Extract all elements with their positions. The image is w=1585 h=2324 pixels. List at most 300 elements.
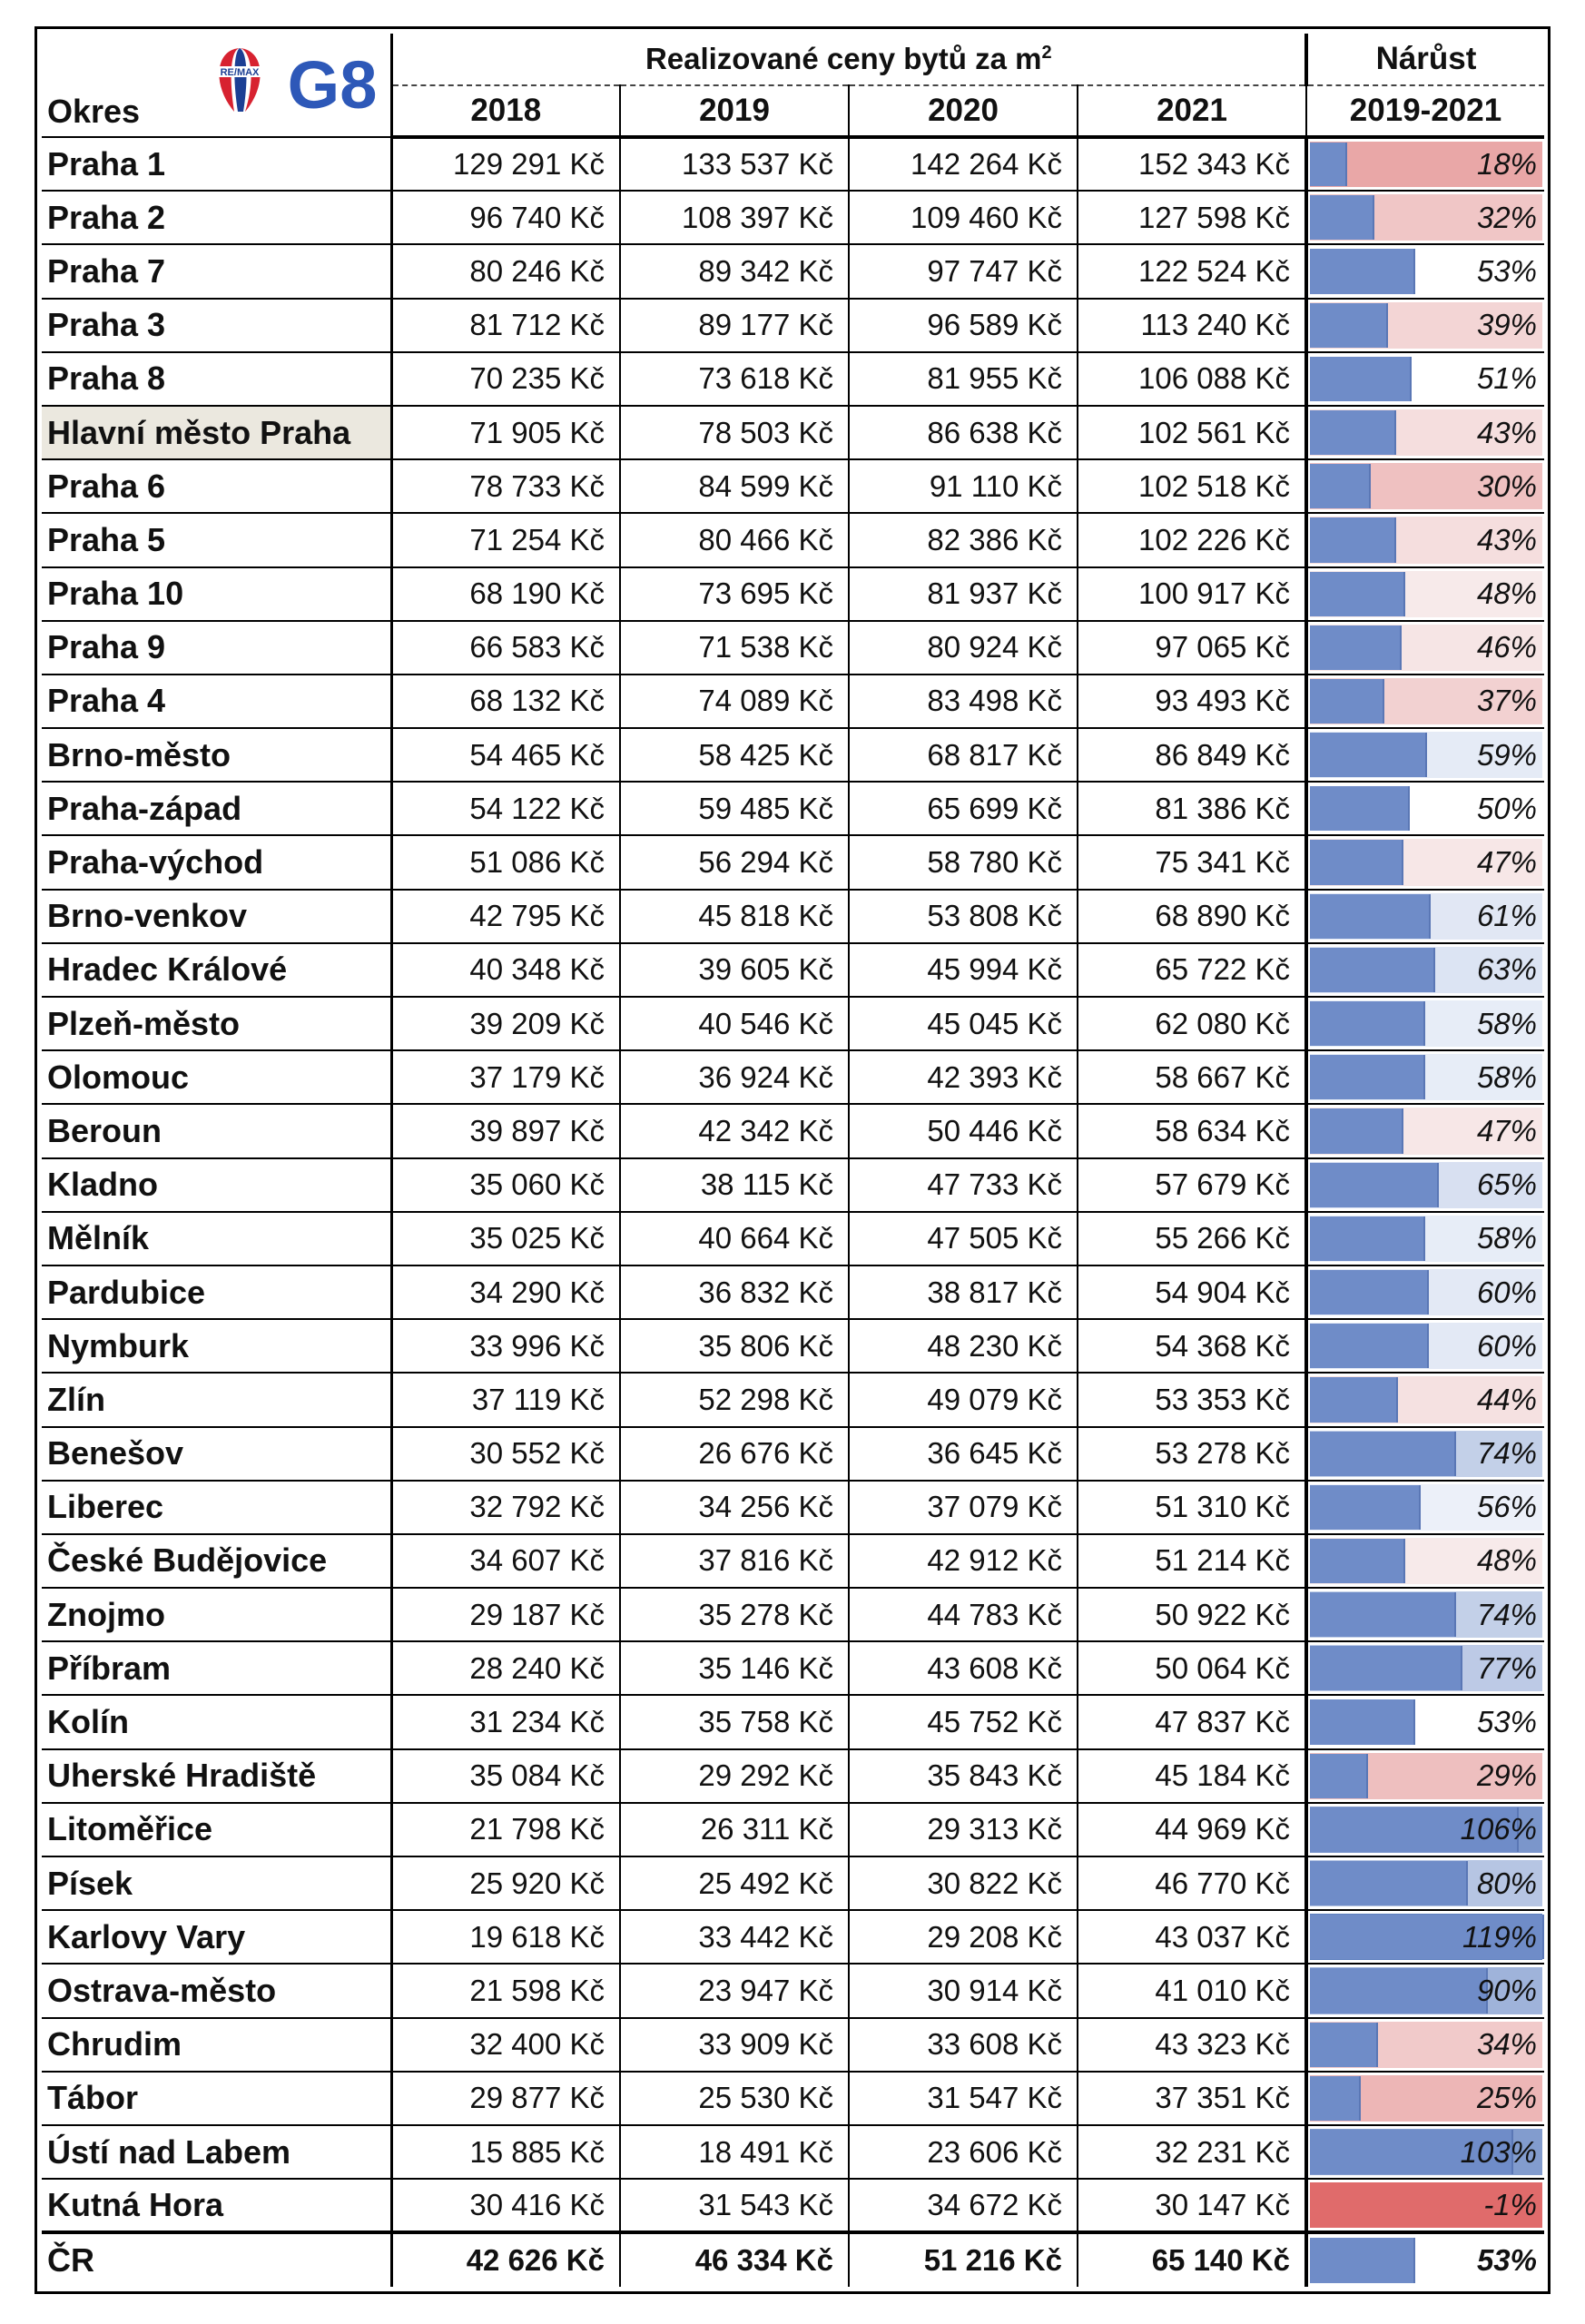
- price-2020-cell: 42 912 Kč: [849, 1534, 1078, 1588]
- price-2020-cell: 29 313 Kč: [849, 1803, 1078, 1856]
- growth-cell: [1306, 1803, 1544, 1856]
- price-2021-cell: 44 969 Kč: [1078, 1803, 1306, 1856]
- okres-cell: Kladno: [42, 1158, 391, 1212]
- growth-value: 58%: [1476, 1006, 1537, 1040]
- price-2019-cell: 35 806 Kč: [620, 1319, 849, 1373]
- price-2018-cell: 39 209 Kč: [391, 997, 620, 1050]
- table-row: [42, 1319, 1544, 1373]
- table-row: [42, 2125, 1544, 2179]
- okres-cell: Praha 4: [42, 675, 391, 728]
- growth-cell: [1306, 299, 1544, 352]
- price-2021-cell: 86 849 Kč: [1078, 728, 1306, 782]
- growth-value: 37%: [1476, 684, 1537, 718]
- price-2018-cell: 68 190 Kč: [391, 567, 620, 621]
- growth-bar: [1310, 948, 1435, 992]
- price-2018-cell: 25 920 Kč: [391, 1856, 620, 1910]
- price-2021-cell: 93 493 Kč: [1078, 675, 1306, 728]
- growth-bar: [1310, 1485, 1421, 1530]
- price-2018-cell: 54 122 Kč: [391, 782, 620, 835]
- growth-bar: [1310, 357, 1412, 401]
- price-2021-cell: 106 088 Kč: [1078, 352, 1306, 406]
- price-2018-cell: 42 626 Kč: [391, 2232, 620, 2286]
- table-row: [42, 1964, 1544, 2017]
- price-2021-cell: 97 065 Kč: [1078, 621, 1306, 675]
- price-2020-cell: 142 264 Kč: [849, 137, 1078, 191]
- price-2018-cell: 21 798 Kč: [391, 1803, 620, 1856]
- table-row: [42, 1158, 1544, 1212]
- growth-value: 61%: [1476, 899, 1537, 933]
- price-2021-cell: 57 679 Kč: [1078, 1158, 1306, 1212]
- growth-bar: [1310, 1646, 1462, 1690]
- growth-bar: [1310, 572, 1405, 616]
- price-2021-cell: 37 351 Kč: [1078, 2072, 1306, 2125]
- price-2021-cell: 41 010 Kč: [1078, 1964, 1306, 2017]
- growth-value: 58%: [1476, 1059, 1537, 1094]
- growth-bar: [1310, 1592, 1456, 1637]
- price-2019-cell: 35 758 Kč: [620, 1695, 849, 1748]
- price-2021-cell: 122 524 Kč: [1078, 244, 1306, 298]
- growth-value: 50%: [1476, 791, 1537, 825]
- okres-cell: Ústí nad Labem: [42, 2125, 391, 2179]
- price-2018-cell: 96 740 Kč: [391, 191, 620, 244]
- price-2019-cell: 25 530 Kč: [620, 2072, 849, 2125]
- growth-bar: [1310, 1968, 1488, 2013]
- growth-bar: [1310, 1055, 1425, 1099]
- price-2019-cell: 37 816 Kč: [620, 1534, 849, 1588]
- okres-cell: Plzeň-město: [42, 997, 391, 1050]
- growth-value: 32%: [1476, 200, 1537, 234]
- growth-cell: [1306, 1856, 1544, 1910]
- growth-cell: [1306, 1158, 1544, 1212]
- price-2018-cell: 21 598 Kč: [391, 1964, 620, 2017]
- growth-cell: [1306, 1373, 1544, 1426]
- okres-cell: Praha 10: [42, 567, 391, 621]
- price-2019-cell: 26 311 Kč: [620, 1803, 849, 1856]
- growth-cell: [1306, 1964, 1544, 2017]
- price-2021-cell: 32 231 Kč: [1078, 2125, 1306, 2179]
- growth-cell: [1306, 459, 1544, 513]
- price-2020-cell: 38 817 Kč: [849, 1265, 1078, 1319]
- table-row: [42, 728, 1544, 782]
- price-2019-cell: 71 538 Kč: [620, 621, 849, 675]
- table-row: [42, 1427, 1544, 1481]
- price-2020-cell: 49 079 Kč: [849, 1373, 1078, 1426]
- okres-cell: Praha-západ: [42, 782, 391, 835]
- remax-g8-logo: [205, 41, 387, 123]
- price-2020-cell: 34 672 Kč: [849, 2179, 1078, 2232]
- price-2020-cell: 97 747 Kč: [849, 244, 1078, 298]
- okres-cell: Nymburk: [42, 1319, 391, 1373]
- price-2018-cell: 29 877 Kč: [391, 2072, 620, 2125]
- price-2021-cell: 81 386 Kč: [1078, 782, 1306, 835]
- price-2021-cell: 58 667 Kč: [1078, 1050, 1306, 1104]
- table-row: [42, 1534, 1544, 1588]
- table-row: [42, 1212, 1544, 1265]
- table-row: [42, 2072, 1544, 2125]
- okres-cell: Praha 8: [42, 352, 391, 406]
- price-2019-cell: 58 425 Kč: [620, 728, 849, 782]
- price-2018-cell: 54 465 Kč: [391, 728, 620, 782]
- growth-bar: [1310, 1861, 1468, 1905]
- price-2021-cell: 75 341 Kč: [1078, 835, 1306, 889]
- growth-bar: [1310, 1699, 1415, 1744]
- price-2018-cell: 80 246 Kč: [391, 244, 620, 298]
- price-2020-cell: 50 446 Kč: [849, 1104, 1078, 1157]
- price-2019-cell: 59 485 Kč: [620, 782, 849, 835]
- growth-value: 53%: [1476, 253, 1537, 288]
- price-2018-cell: 33 996 Kč: [391, 1319, 620, 1373]
- price-2021-cell: 62 080 Kč: [1078, 997, 1306, 1050]
- price-2021-cell: 55 266 Kč: [1078, 1212, 1306, 1265]
- price-2019-cell: 80 466 Kč: [620, 513, 849, 566]
- growth-bar: [1310, 786, 1410, 831]
- growth-value: 29%: [1476, 1758, 1537, 1793]
- table-row: [42, 1641, 1544, 1695]
- okres-cell: Kolín: [42, 1695, 391, 1748]
- price-2018-cell: 37 119 Kč: [391, 1373, 620, 1426]
- price-2021-cell: 113 240 Kč: [1078, 299, 1306, 352]
- price-2019-cell: 78 503 Kč: [620, 406, 849, 459]
- price-2018-cell: 32 400 Kč: [391, 2018, 620, 2072]
- table-row: [42, 406, 1544, 459]
- okres-cell: Brno-město: [42, 728, 391, 782]
- price-2020-cell: 36 645 Kč: [849, 1427, 1078, 1481]
- growth-value: 63%: [1476, 952, 1537, 987]
- growth-cell: [1306, 1481, 1544, 1534]
- growth-cell: [1306, 675, 1544, 728]
- price-2021-cell: 102 561 Kč: [1078, 406, 1306, 459]
- okres-cell: Praha 9: [42, 621, 391, 675]
- price-2020-cell: 31 547 Kč: [849, 2072, 1078, 2125]
- price-2019-cell: 73 618 Kč: [620, 352, 849, 406]
- price-2019-cell: 35 278 Kč: [620, 1588, 849, 1641]
- growth-value: 34%: [1476, 2027, 1537, 2062]
- price-2019-cell: 108 397 Kč: [620, 191, 849, 244]
- table-row: [42, 621, 1544, 675]
- table-row: [42, 1856, 1544, 1910]
- price-2021-cell: 43 323 Kč: [1078, 2018, 1306, 2072]
- price-2021-cell: 152 343 Kč: [1078, 137, 1306, 191]
- price-2020-cell: 47 505 Kč: [849, 1212, 1078, 1265]
- price-2019-cell: 39 605 Kč: [620, 943, 849, 997]
- price-2019-cell: 29 292 Kč: [620, 1749, 849, 1803]
- price-2018-cell: 37 179 Kč: [391, 1050, 620, 1104]
- price-2020-cell: 91 110 Kč: [849, 459, 1078, 513]
- price-2020-cell: 45 994 Kč: [849, 943, 1078, 997]
- price-2018-cell: 35 060 Kč: [391, 1158, 620, 1212]
- okres-cell: Praha 7: [42, 244, 391, 298]
- okres-cell: České Budějovice: [42, 1534, 391, 1588]
- growth-cell: [1306, 1427, 1544, 1481]
- price-2020-cell: 35 843 Kč: [849, 1749, 1078, 1803]
- growth-cell: [1306, 835, 1544, 889]
- growth-value: 53%: [1476, 2242, 1537, 2277]
- okres-cell: Zlín: [42, 1373, 391, 1426]
- price-2021-cell: 45 184 Kč: [1078, 1749, 1306, 1803]
- growth-bar: [1310, 679, 1384, 724]
- growth-cell: [1306, 890, 1544, 943]
- growth-value: 56%: [1476, 1490, 1537, 1524]
- price-2020-cell: 33 608 Kč: [849, 2018, 1078, 2072]
- growth-cell: [1306, 1319, 1544, 1373]
- growth-bar: [1310, 517, 1396, 562]
- price-2021-cell: 50 064 Kč: [1078, 1641, 1306, 1695]
- price-2018-cell: 42 795 Kč: [391, 890, 620, 943]
- okres-header-cell: [42, 34, 391, 137]
- growth-cell: [1306, 1265, 1544, 1319]
- price-2021-cell: 53 278 Kč: [1078, 1427, 1306, 1481]
- price-2020-cell: 43 608 Kč: [849, 1641, 1078, 1695]
- price-2018-cell: 31 234 Kč: [391, 1695, 620, 1748]
- growth-bar: [1310, 1432, 1456, 1476]
- price-2018-cell: 66 583 Kč: [391, 621, 620, 675]
- price-2019-cell: 31 543 Kč: [620, 2179, 849, 2232]
- price-2019-cell: 40 664 Kč: [620, 1212, 849, 1265]
- okres-cell: Mělník: [42, 1212, 391, 1265]
- price-2019-cell: 33 909 Kč: [620, 2018, 849, 2072]
- growth-cell: [1306, 728, 1544, 782]
- total-row: [42, 2232, 1544, 2286]
- growth-cell: [1306, 1695, 1544, 1748]
- growth-cell: [1306, 352, 1544, 406]
- growth-cell: [1306, 1050, 1544, 1104]
- price-2021-cell: 51 310 Kč: [1078, 1481, 1306, 1534]
- growth-bar: [1310, 303, 1388, 348]
- price-2021-cell: 51 214 Kč: [1078, 1534, 1306, 1588]
- price-2020-cell: 30 822 Kč: [849, 1856, 1078, 1910]
- growth-bar: [1310, 2023, 1378, 2067]
- growth-value: 53%: [1476, 1705, 1537, 1739]
- okres-cell: Litoměřice: [42, 1803, 391, 1856]
- okres-cell: Pardubice: [42, 1265, 391, 1319]
- price-2021-cell: 102 518 Kč: [1078, 459, 1306, 513]
- table-row: [42, 1749, 1544, 1803]
- growth-value: 51%: [1476, 361, 1537, 396]
- price-2019-cell: 18 491 Kč: [620, 2125, 849, 2179]
- okres-cell: Karlovy Vary: [42, 1910, 391, 1964]
- price-2019-cell: 36 924 Kč: [620, 1050, 849, 1104]
- growth-cell: [1306, 2018, 1544, 2072]
- growth-value: -1%: [1483, 2188, 1537, 2222]
- growth-value: 77%: [1476, 1650, 1537, 1685]
- growth-value: 46%: [1476, 630, 1537, 665]
- table-row: [42, 1265, 1544, 1319]
- price-2020-cell: 37 079 Kč: [849, 1481, 1078, 1534]
- okres-cell: Praha 6: [42, 459, 391, 513]
- price-2018-cell: 34 607 Kč: [391, 1534, 620, 1588]
- price-2020-cell: 23 606 Kč: [849, 2125, 1078, 2179]
- table-row: [42, 244, 1544, 298]
- growth-bar: [1310, 1539, 1405, 1583]
- price-2019-cell: 26 676 Kč: [620, 1427, 849, 1481]
- okres-cell: Hradec Králové: [42, 943, 391, 997]
- svg-text:RE/MAX: RE/MAX: [220, 67, 260, 78]
- table-row: [42, 191, 1544, 244]
- growth-cell: [1306, 1212, 1544, 1265]
- growth-value: 48%: [1476, 1543, 1537, 1578]
- okres-cell: Chrudim: [42, 2018, 391, 2072]
- price-2019-cell: 89 177 Kč: [620, 299, 849, 352]
- growth-value: 39%: [1476, 308, 1537, 342]
- okres-cell: Beroun: [42, 1104, 391, 1157]
- table-row: [42, 513, 1544, 566]
- price-2021-cell: 68 890 Kč: [1078, 890, 1306, 943]
- price-2018-cell: 30 416 Kč: [391, 2179, 620, 2232]
- table-body: [42, 137, 1544, 2287]
- price-2020-cell: 109 460 Kč: [849, 191, 1078, 244]
- growth-bar: [1310, 625, 1402, 670]
- growth-bar: [1310, 1754, 1368, 1798]
- year-header-2018: 2018: [391, 85, 620, 137]
- group-title-header: Realizované ceny bytů za $m^2$: [391, 34, 1306, 85]
- okres-cell: Praha 3: [42, 299, 391, 352]
- price-2018-cell: 81 712 Kč: [391, 299, 620, 352]
- price-2019-cell: 133 537 Kč: [620, 137, 849, 191]
- price-2020-cell: 51 216 Kč: [849, 2232, 1078, 2286]
- growth-value: 47%: [1476, 845, 1537, 880]
- growth-cell: [1306, 2072, 1544, 2125]
- okres-cell: Praha 5: [42, 513, 391, 566]
- table-row: [42, 459, 1544, 513]
- okres-cell: ČR: [42, 2232, 391, 2286]
- growth-value: 119%: [1462, 1919, 1537, 1954]
- price-2019-cell: 38 115 Kč: [620, 1158, 849, 1212]
- price-2020-cell: 44 783 Kč: [849, 1588, 1078, 1641]
- growth-value: 90%: [1476, 1973, 1537, 2007]
- table-row: [42, 352, 1544, 406]
- growth-bar: [1310, 1324, 1429, 1368]
- growth-value: 60%: [1476, 1328, 1537, 1363]
- price-2018-cell: 68 132 Kč: [391, 675, 620, 728]
- table-row: [42, 1803, 1544, 1856]
- svg-text:G8: G8: [287, 47, 378, 123]
- price-2018-cell: 51 086 Kč: [391, 835, 620, 889]
- price-2018-cell: 129 291 Kč: [391, 137, 620, 191]
- price-2018-cell: 15 885 Kč: [391, 2125, 620, 2179]
- table-row: [42, 1588, 1544, 1641]
- growth-cell: [1306, 997, 1544, 1050]
- price-2018-cell: 28 240 Kč: [391, 1641, 620, 1695]
- price-2019-cell: 45 818 Kč: [620, 890, 849, 943]
- growth-bar: [1310, 195, 1374, 240]
- table-row: [42, 997, 1544, 1050]
- price-2018-cell: 30 552 Kč: [391, 1427, 620, 1481]
- growth-bar: [1310, 2076, 1361, 2121]
- table-row: [42, 137, 1544, 191]
- price-2021-cell: 53 353 Kč: [1078, 1373, 1306, 1426]
- growth-bar: [1310, 1108, 1403, 1153]
- price-2019-cell: 46 334 Kč: [620, 2232, 849, 2286]
- growth-period-header: 2019-2021: [1306, 85, 1544, 137]
- growth-bar: [1310, 1163, 1439, 1207]
- growth-cell: [1306, 1104, 1544, 1157]
- okres-cell: Uherské Hradiště: [42, 1749, 391, 1803]
- growth-value: 60%: [1476, 1275, 1537, 1309]
- price-2020-cell: 45 045 Kč: [849, 997, 1078, 1050]
- price-2018-cell: 19 618 Kč: [391, 1910, 620, 1964]
- growth-cell: [1306, 1534, 1544, 1588]
- growth-bar: [1310, 894, 1431, 939]
- table-row: [42, 1481, 1544, 1534]
- price-2018-cell: 78 733 Kč: [391, 459, 620, 513]
- growth-value: 18%: [1476, 147, 1537, 182]
- price-2020-cell: 83 498 Kč: [849, 675, 1078, 728]
- growth-value: 103%: [1460, 2134, 1537, 2169]
- price-2020-cell: 47 733 Kč: [849, 1158, 1078, 1212]
- price-2021-cell: 30 147 Kč: [1078, 2179, 1306, 2232]
- price-2021-cell: 65 140 Kč: [1078, 2232, 1306, 2286]
- price-2019-cell: 52 298 Kč: [620, 1373, 849, 1426]
- okres-cell: Písek: [42, 1856, 391, 1910]
- price-2018-cell: 71 905 Kč: [391, 406, 620, 459]
- price-2021-cell: 58 634 Kč: [1078, 1104, 1306, 1157]
- price-2020-cell: 81 937 Kč: [849, 567, 1078, 621]
- okres-cell: Příbram: [42, 1641, 391, 1695]
- growth-value: 48%: [1476, 576, 1537, 611]
- growth-cell: [1306, 244, 1544, 298]
- growth-value: 65%: [1476, 1167, 1537, 1202]
- price-2020-cell: 53 808 Kč: [849, 890, 1078, 943]
- price-2020-cell: 68 817 Kč: [849, 728, 1078, 782]
- price-2020-cell: 80 924 Kč: [849, 621, 1078, 675]
- growth-value: 47%: [1476, 1113, 1537, 1147]
- price-2021-cell: 50 922 Kč: [1078, 1588, 1306, 1641]
- growth-value: 74%: [1476, 1436, 1537, 1471]
- price-2021-cell: 100 917 Kč: [1078, 567, 1306, 621]
- growth-cell: [1306, 2179, 1544, 2232]
- price-2018-cell: 32 792 Kč: [391, 1481, 620, 1534]
- growth-bar: [1310, 1001, 1425, 1046]
- price-2019-cell: 42 342 Kč: [620, 1104, 849, 1157]
- table-row: [42, 1373, 1544, 1426]
- price-2018-cell: 70 235 Kč: [391, 352, 620, 406]
- year-header-2020: 2020: [849, 85, 1078, 137]
- growth-value: 44%: [1476, 1382, 1537, 1416]
- growth-cell: [1306, 1641, 1544, 1695]
- growth-bar: [1310, 249, 1415, 293]
- price-2021-cell: 43 037 Kč: [1078, 1910, 1306, 1964]
- growth-value: 43%: [1476, 415, 1537, 449]
- growth-cell: [1306, 191, 1544, 244]
- growth-cell: [1306, 782, 1544, 835]
- growth-cell: [1306, 567, 1544, 621]
- growth-bar: [1310, 2238, 1415, 2282]
- price-2018-cell: 40 348 Kč: [391, 943, 620, 997]
- growth-cell: [1306, 943, 1544, 997]
- price-2019-cell: 33 442 Kč: [620, 1910, 849, 1964]
- growth-value: 58%: [1476, 1221, 1537, 1256]
- price-2019-cell: 23 947 Kč: [620, 1964, 849, 2017]
- price-2021-cell: 54 904 Kč: [1078, 1265, 1306, 1319]
- okres-cell: Ostrava-město: [42, 1964, 391, 2017]
- okres-cell: Benešov: [42, 1427, 391, 1481]
- price-2020-cell: 45 752 Kč: [849, 1695, 1078, 1748]
- table-row: [42, 2018, 1544, 2072]
- growth-cell: [1306, 513, 1544, 566]
- year-header-2021: 2021: [1078, 85, 1306, 137]
- price-2021-cell: 46 770 Kč: [1078, 1856, 1306, 1910]
- growth-cell: [1306, 621, 1544, 675]
- price-2019-cell: 89 342 Kč: [620, 244, 849, 298]
- price-2020-cell: 81 955 Kč: [849, 352, 1078, 406]
- okres-cell: Liberec: [42, 1481, 391, 1534]
- price-2020-cell: 82 386 Kč: [849, 513, 1078, 566]
- growth-value: 74%: [1476, 1597, 1537, 1631]
- price-2021-cell: 54 368 Kč: [1078, 1319, 1306, 1373]
- table-row: [42, 2179, 1544, 2232]
- price-table: [42, 34, 1544, 2287]
- price-2021-cell: 65 722 Kč: [1078, 943, 1306, 997]
